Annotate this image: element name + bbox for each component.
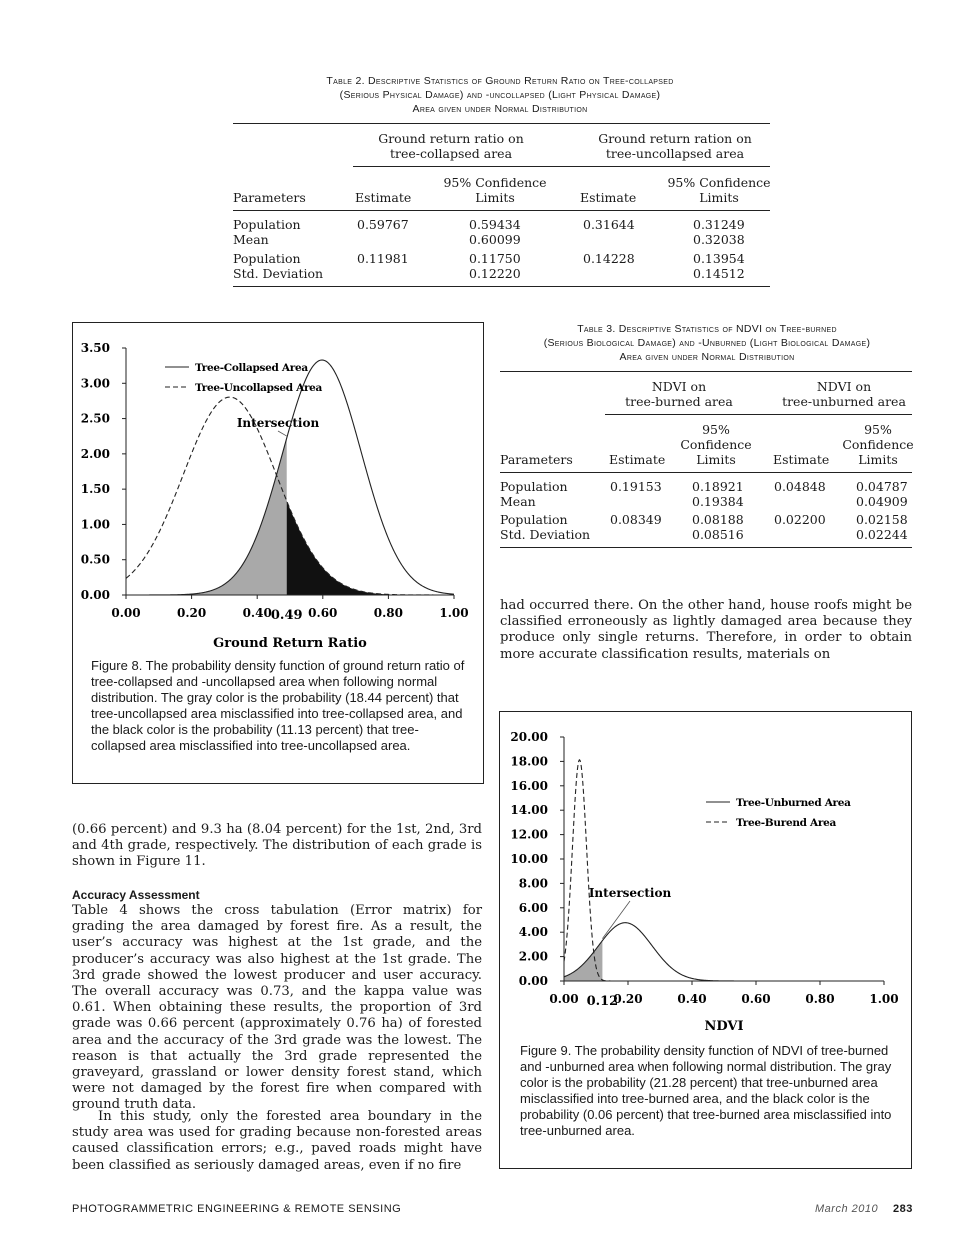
- y-tick-label: 4.00: [518, 925, 548, 940]
- x-tick-label: 0.00: [549, 992, 579, 1006]
- table3-h-ci1-line: Confidence: [680, 437, 752, 452]
- intersection-tick-label: 0.12: [586, 994, 619, 1009]
- x-tick-label: 0.40: [677, 992, 707, 1006]
- table3-h-estimate2: Estimate: [773, 452, 830, 467]
- y-tick-label: 6.00: [518, 900, 548, 915]
- table3-group1-header: [605, 379, 753, 409]
- y-tick-label: 0.00: [518, 974, 548, 988]
- table2-h-estimate2: Estimate: [580, 190, 637, 205]
- table2-h-ci1-line: Limits: [475, 190, 515, 205]
- y-tick-label: 3.00: [80, 376, 110, 391]
- table2-group1-header: [353, 131, 549, 161]
- x-tick-label: 1.00: [869, 992, 899, 1006]
- table3-h-ci1-line: 95%: [702, 422, 730, 437]
- table3-cell: [692, 480, 744, 509]
- table3-param-cell: [500, 480, 605, 509]
- table3-h-ci2-line: Limits: [858, 452, 898, 467]
- table2-h-estimate1: Estimate: [355, 190, 412, 205]
- table3-h-params: Parameters: [500, 452, 573, 467]
- y-tick-label: 3.50: [80, 341, 110, 355]
- table2-title: [230, 74, 770, 116]
- table3-ci-line: 0.04909: [856, 493, 908, 509]
- table3-ci-line: 0.02158: [856, 512, 908, 527]
- legend-label: Tree-Burend Area: [736, 817, 837, 829]
- y-tick-label: 18.00: [510, 754, 548, 769]
- table3-ci-line: 0.02244: [856, 526, 908, 542]
- misclass-gray-area: [126, 438, 287, 595]
- table3-group1-line: NDVI on: [651, 379, 707, 394]
- series-line-dashed: [564, 760, 884, 981]
- table2-cell: 0.14228: [583, 251, 635, 266]
- table3-param-line: Std. Deviation: [500, 526, 591, 542]
- table2-cell: 0.31644: [583, 217, 635, 232]
- table3-group-rule: [605, 414, 912, 415]
- x-tick-label: 0.20: [176, 606, 207, 620]
- table3-ci-line: 0.08188: [692, 512, 744, 527]
- y-tick-label: 1.50: [80, 482, 110, 497]
- table3-param-line: Population: [500, 512, 568, 527]
- figure8-chart: [73, 323, 483, 658]
- footer-date: March 2010: [815, 1203, 879, 1215]
- table3-h-ci2: [838, 422, 918, 467]
- x-axis-label: NDVI: [704, 1019, 744, 1034]
- section-heading: Accuracy Assessment: [72, 888, 200, 902]
- table3-group1-line: tree-burned area: [625, 394, 733, 409]
- table3-group2-line: tree-unburned area: [782, 394, 906, 409]
- intersection-label: Intersection: [588, 886, 672, 900]
- table2-group-rule: [353, 166, 770, 167]
- footer-page-number: 283: [893, 1203, 913, 1215]
- y-tick-label: 1.00: [80, 517, 110, 532]
- legend-label: Tree-Unburned Area: [736, 797, 851, 809]
- table3-ci-line: 0.18921: [692, 479, 744, 494]
- y-tick-label: 0.50: [80, 552, 110, 567]
- table2-h-ci1: [440, 175, 550, 205]
- table3-cell: 0.08349: [610, 512, 662, 527]
- table2-title-line: Area given under Normal Distribution: [412, 103, 588, 115]
- table2-group2-line: Ground return ration on: [598, 131, 752, 146]
- footer-journal: PHOTOGRAMMETRIC ENGINEERING & REMOTE SENSING: [72, 1203, 402, 1215]
- y-tick-label: 16.00: [510, 778, 548, 793]
- table3-title-line: Area given under Normal Distribution: [619, 351, 795, 363]
- table3-cell: [692, 513, 744, 542]
- table2-title-line: Table 2. Descriptive Statistics of Ground Return Ratio on Tree-collapsed: [326, 75, 674, 87]
- x-tick-label: 0.80: [373, 606, 404, 620]
- y-tick-label: 12.00: [510, 827, 548, 842]
- figure8-caption: Figure 8. The probability density function of ground return ratio of tree-collapsed and -uncollapsed area when following normal distribution. The gray color is the probability (18.44 percent) that tree-uncollapsed area misclassified into tree-collapsed area, and the black color is the probability (11.13 percent) that tree-collapsed area misclassified into tree-uncollapsed area.: [91, 658, 465, 753]
- y-tick-label: 10.00: [510, 852, 548, 866]
- x-tick-label: 0.60: [308, 606, 338, 620]
- table3-h-ci2-line: 95%: [864, 422, 892, 437]
- table2-header-rule: [233, 210, 770, 211]
- table3-title-line: (Serious Biological Damage) and -Unburned (Light Biological Damage): [543, 337, 871, 349]
- table2-param-line: Population: [233, 217, 301, 232]
- table3-header-rule: [500, 472, 912, 473]
- table2-group2-header: [575, 131, 775, 161]
- table2-ci-line: 0.12220: [469, 265, 521, 281]
- table2-h-ci2: [664, 175, 774, 205]
- table2-cell: [469, 218, 521, 247]
- table2-param-line: Std. Deviation: [233, 265, 324, 281]
- table3-h-ci1-line: Limits: [696, 452, 736, 467]
- figure8-box: [72, 322, 484, 784]
- table2-ci-line: 0.32038: [693, 231, 745, 247]
- table3-ci-line: 0.04787: [856, 479, 908, 494]
- table2-cell: [469, 252, 521, 281]
- table2-ci-line: 0.13954: [693, 251, 745, 266]
- table2-group1-line: Ground return ratio on: [378, 131, 524, 146]
- left-paragraph-2: Table 4 shows the cross tabulation (Error matrix) for grading the area damaged by forest fire. As a result, the user’s accuracy was highest at the 1st grade, and the producer’s accuracy was also highest at the 1st grade. The 3rd grade showed the lowest producer and user accuracy. The overall accuracy was 0.73, and the kappa value was 0.61. When obtaining these results, the proportion of 3rd grade was 0.66 percent (approximately 0.76 ha) of forested area and the accuracy of the 3rd grade was the lowest. The reason is that actually the 3rd grade represented the graveyard, grassland or lower density forest stand, which were not damaged by the forest fire when compared with ground truth data.: [72, 903, 482, 1113]
- table3-param-cell: [500, 513, 605, 542]
- figure9-chart: [500, 712, 911, 1042]
- table2-cell: 0.11981: [357, 251, 409, 266]
- right-column-paragraph: had occurred there. On the other hand, house roofs might be classified erroneously as lightly damaged area because they produce only single returns. Therefore, in order to obtain more accurate classification results, materials on: [500, 598, 912, 662]
- table2-ci-line: 0.31249: [693, 217, 745, 232]
- table3-cell: [856, 480, 908, 509]
- figure9-caption: Figure 9. The probability density function of NDVI of tree-burned and -unburned area when following normal distribution. The gray color is the probability (21.28 percent) that tree-unburned area misclassified into tree-burned area, and the black color is the probability (0.06 percent) that tree-burned area misclassified into tree-unburned area.: [520, 1043, 892, 1138]
- table3-title-line: Table 3. Descriptive Statistics of NDVI on Tree-burned: [577, 323, 837, 335]
- intersection-pointer: [602, 901, 630, 939]
- table2-param-cell: [233, 252, 353, 281]
- table2-cell: 0.59767: [357, 217, 409, 232]
- table3-param-line: Mean: [500, 493, 536, 509]
- x-tick-label: 0.60: [741, 992, 771, 1006]
- table2-cell: [693, 252, 745, 281]
- table2-param-cell: [233, 218, 353, 247]
- table2-h-ci2-line: Limits: [699, 190, 739, 205]
- table3-cell: 0.04848: [774, 479, 826, 494]
- table3-param-line: Population: [500, 479, 568, 494]
- table2-ci-line: 0.60099: [469, 231, 521, 247]
- table3-title: [498, 322, 916, 364]
- x-tick-label: 0.40: [242, 606, 272, 620]
- legend-label: Tree-Uncollapsed Area: [195, 382, 323, 394]
- intersection-pointer: [278, 431, 287, 436]
- table2-title-line: (Serious Physical Damage) and -uncollapsed (Light Physical Damage): [339, 89, 661, 101]
- table2-param-line: Population: [233, 251, 301, 266]
- table2-group1-line: tree-collapsed area: [389, 146, 513, 161]
- table3-h-estimate1: Estimate: [609, 452, 666, 467]
- table2-bottom-rule: [233, 286, 770, 287]
- table2-top-rule: [233, 123, 770, 124]
- table2-h-ci1-line: 95% Confidence: [443, 175, 547, 190]
- table3-cell: 0.19153: [610, 479, 662, 494]
- table2-h-ci2-line: 95% Confidence: [667, 175, 771, 190]
- y-tick-label: 8.00: [518, 876, 548, 891]
- y-tick-label: 2.00: [80, 446, 110, 461]
- table3-cell: 0.02200: [774, 512, 826, 527]
- table3-ci-line: 0.19384: [692, 493, 744, 509]
- misclass-gray-area: [564, 941, 602, 981]
- y-tick-label: 14.00: [510, 803, 548, 818]
- table2-param-line: Mean: [233, 231, 269, 247]
- x-tick-label: 1.00: [439, 606, 469, 620]
- table3-group2-header: [770, 379, 918, 409]
- series-line-solid: [564, 923, 884, 981]
- table3-cell: [856, 513, 908, 542]
- misclass-black-area: [287, 501, 454, 595]
- table3-top-rule: [500, 371, 912, 372]
- table3-ci-line: 0.08516: [692, 526, 744, 542]
- left-paragraph-1: (0.66 percent) and 9.3 ha (8.04 percent) for the 1st, 2nd, 3rd and 4th grade, respectively. The distribution of each grade is shown in Figure 11.: [72, 822, 482, 870]
- x-tick-label: 0.80: [805, 992, 835, 1006]
- x-tick-label: 0.00: [111, 606, 141, 620]
- legend-label: Tree-Collapsed Area: [195, 362, 308, 374]
- y-tick-label: 0.00: [80, 588, 110, 602]
- left-paragraph-3: In this study, only the forested area boundary in the study area was used for grading because non-forested areas caused classification errors; e.g., paved roads might have been classified as seriously damaged areas, even if no fire: [72, 1109, 482, 1173]
- table2-ci-line: 0.14512: [693, 265, 745, 281]
- x-axis-label: Ground Return Ratio: [213, 636, 367, 651]
- y-tick-label: 20.00: [510, 730, 548, 744]
- table2-group2-line: tree-uncollapsed area: [605, 146, 745, 161]
- table2-ci-line: 0.11750: [469, 251, 521, 266]
- table3-bottom-rule: [500, 547, 912, 548]
- y-tick-label: 2.50: [80, 411, 110, 426]
- figure9-box: [499, 711, 912, 1169]
- intersection-tick-label: 0.49: [270, 608, 303, 623]
- table2-ci-line: 0.59434: [469, 217, 521, 232]
- table2-cell: [693, 218, 745, 247]
- y-tick-label: 2.00: [518, 949, 548, 964]
- table3-group2-line: NDVI on: [816, 379, 872, 394]
- table3-h-ci1: [676, 422, 756, 467]
- table3-h-ci2-line: Confidence: [842, 437, 914, 452]
- intersection-label: Intersection: [236, 416, 320, 430]
- x-tick-label: 0.20: [613, 992, 643, 1006]
- table2-h-params: Parameters: [233, 190, 306, 205]
